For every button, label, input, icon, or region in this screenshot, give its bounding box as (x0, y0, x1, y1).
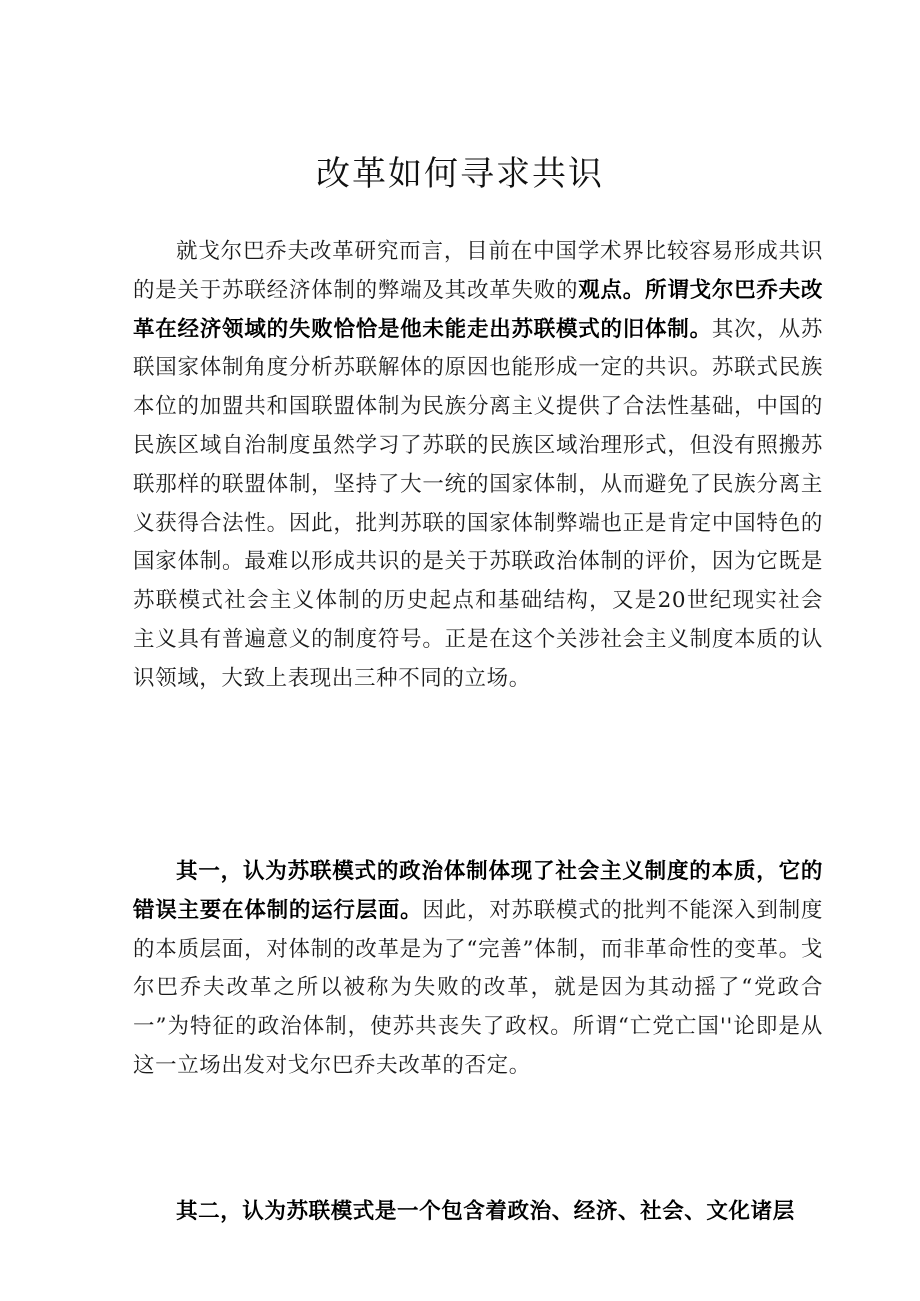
paragraph-1-segment-2-bold: 观点。所谓戈尔巴乔夫改革在经济领域的失败恰恰是他未能走出苏联模式的旧体制。 (133, 277, 823, 342)
paragraph-2 (133, 853, 823, 1086)
paragraph-2-segment-1-bold: 其一，认为苏联模式的政治体制体现了社会主义制度的本质，它的错误主要在体制的运行层面。 (133, 859, 823, 923)
document-title: 改革如何寻求共识 (316, 153, 604, 194)
paragraph-2-segment-2: 因此，对苏联模式的批判不能深入到制度的本质层面，对体制的改革是为了“完善”体制，而非革命性的变革。戈尔巴乔夫改革之所以被称为失败的改革，就是因为其动摇了“党政合一”为特征的政治体制，使苏共丧失了政权。所谓“亡党亡国''论即是从这一立场出发对戈尔巴乔夫改革的否定。 (133, 897, 823, 1078)
paragraph-1-segment-3: 其次，从苏联国家体制角度分析苏联解体的原因也能形成一定的共识。苏联式民族本位的加盟共和国联盟体制为民族分离主义提供了合法性基础，中国的民族区域自治制度虽然学习了苏联的民族区域治理形式，但没有照搬苏联那样的联盟体制，坚持了大一统的国家体制，从而避免了民族分离主义获得合法性。因此，批判苏联的国家体制弊端也正是肯定中国特色的国家体制。最难以形成共识的是关于苏联政治体制的评价，因为它既是苏联模式社会主义体制的历史起点和基础结构，又是20世纪现实社会主义具有普遍意义的制度符号。正是在这个关涉社会主义制度本质的认识领域，大致上表现出三种不同的立场。 (133, 316, 823, 691)
paragraph-1 (133, 233, 823, 699)
paragraph-3 (133, 1193, 823, 1232)
paragraph-1-segment-1: 就戈尔巴乔夫改革研究而言，目前在中国学术界比较容易形成共识的是关于苏联经济体制的弊端及其改革失败的 (133, 239, 823, 303)
paragraph-3-segment-1-bold: 其二，认为苏联模式是一个包含着政治、经济、社会、文化诸层 (176, 1199, 795, 1224)
